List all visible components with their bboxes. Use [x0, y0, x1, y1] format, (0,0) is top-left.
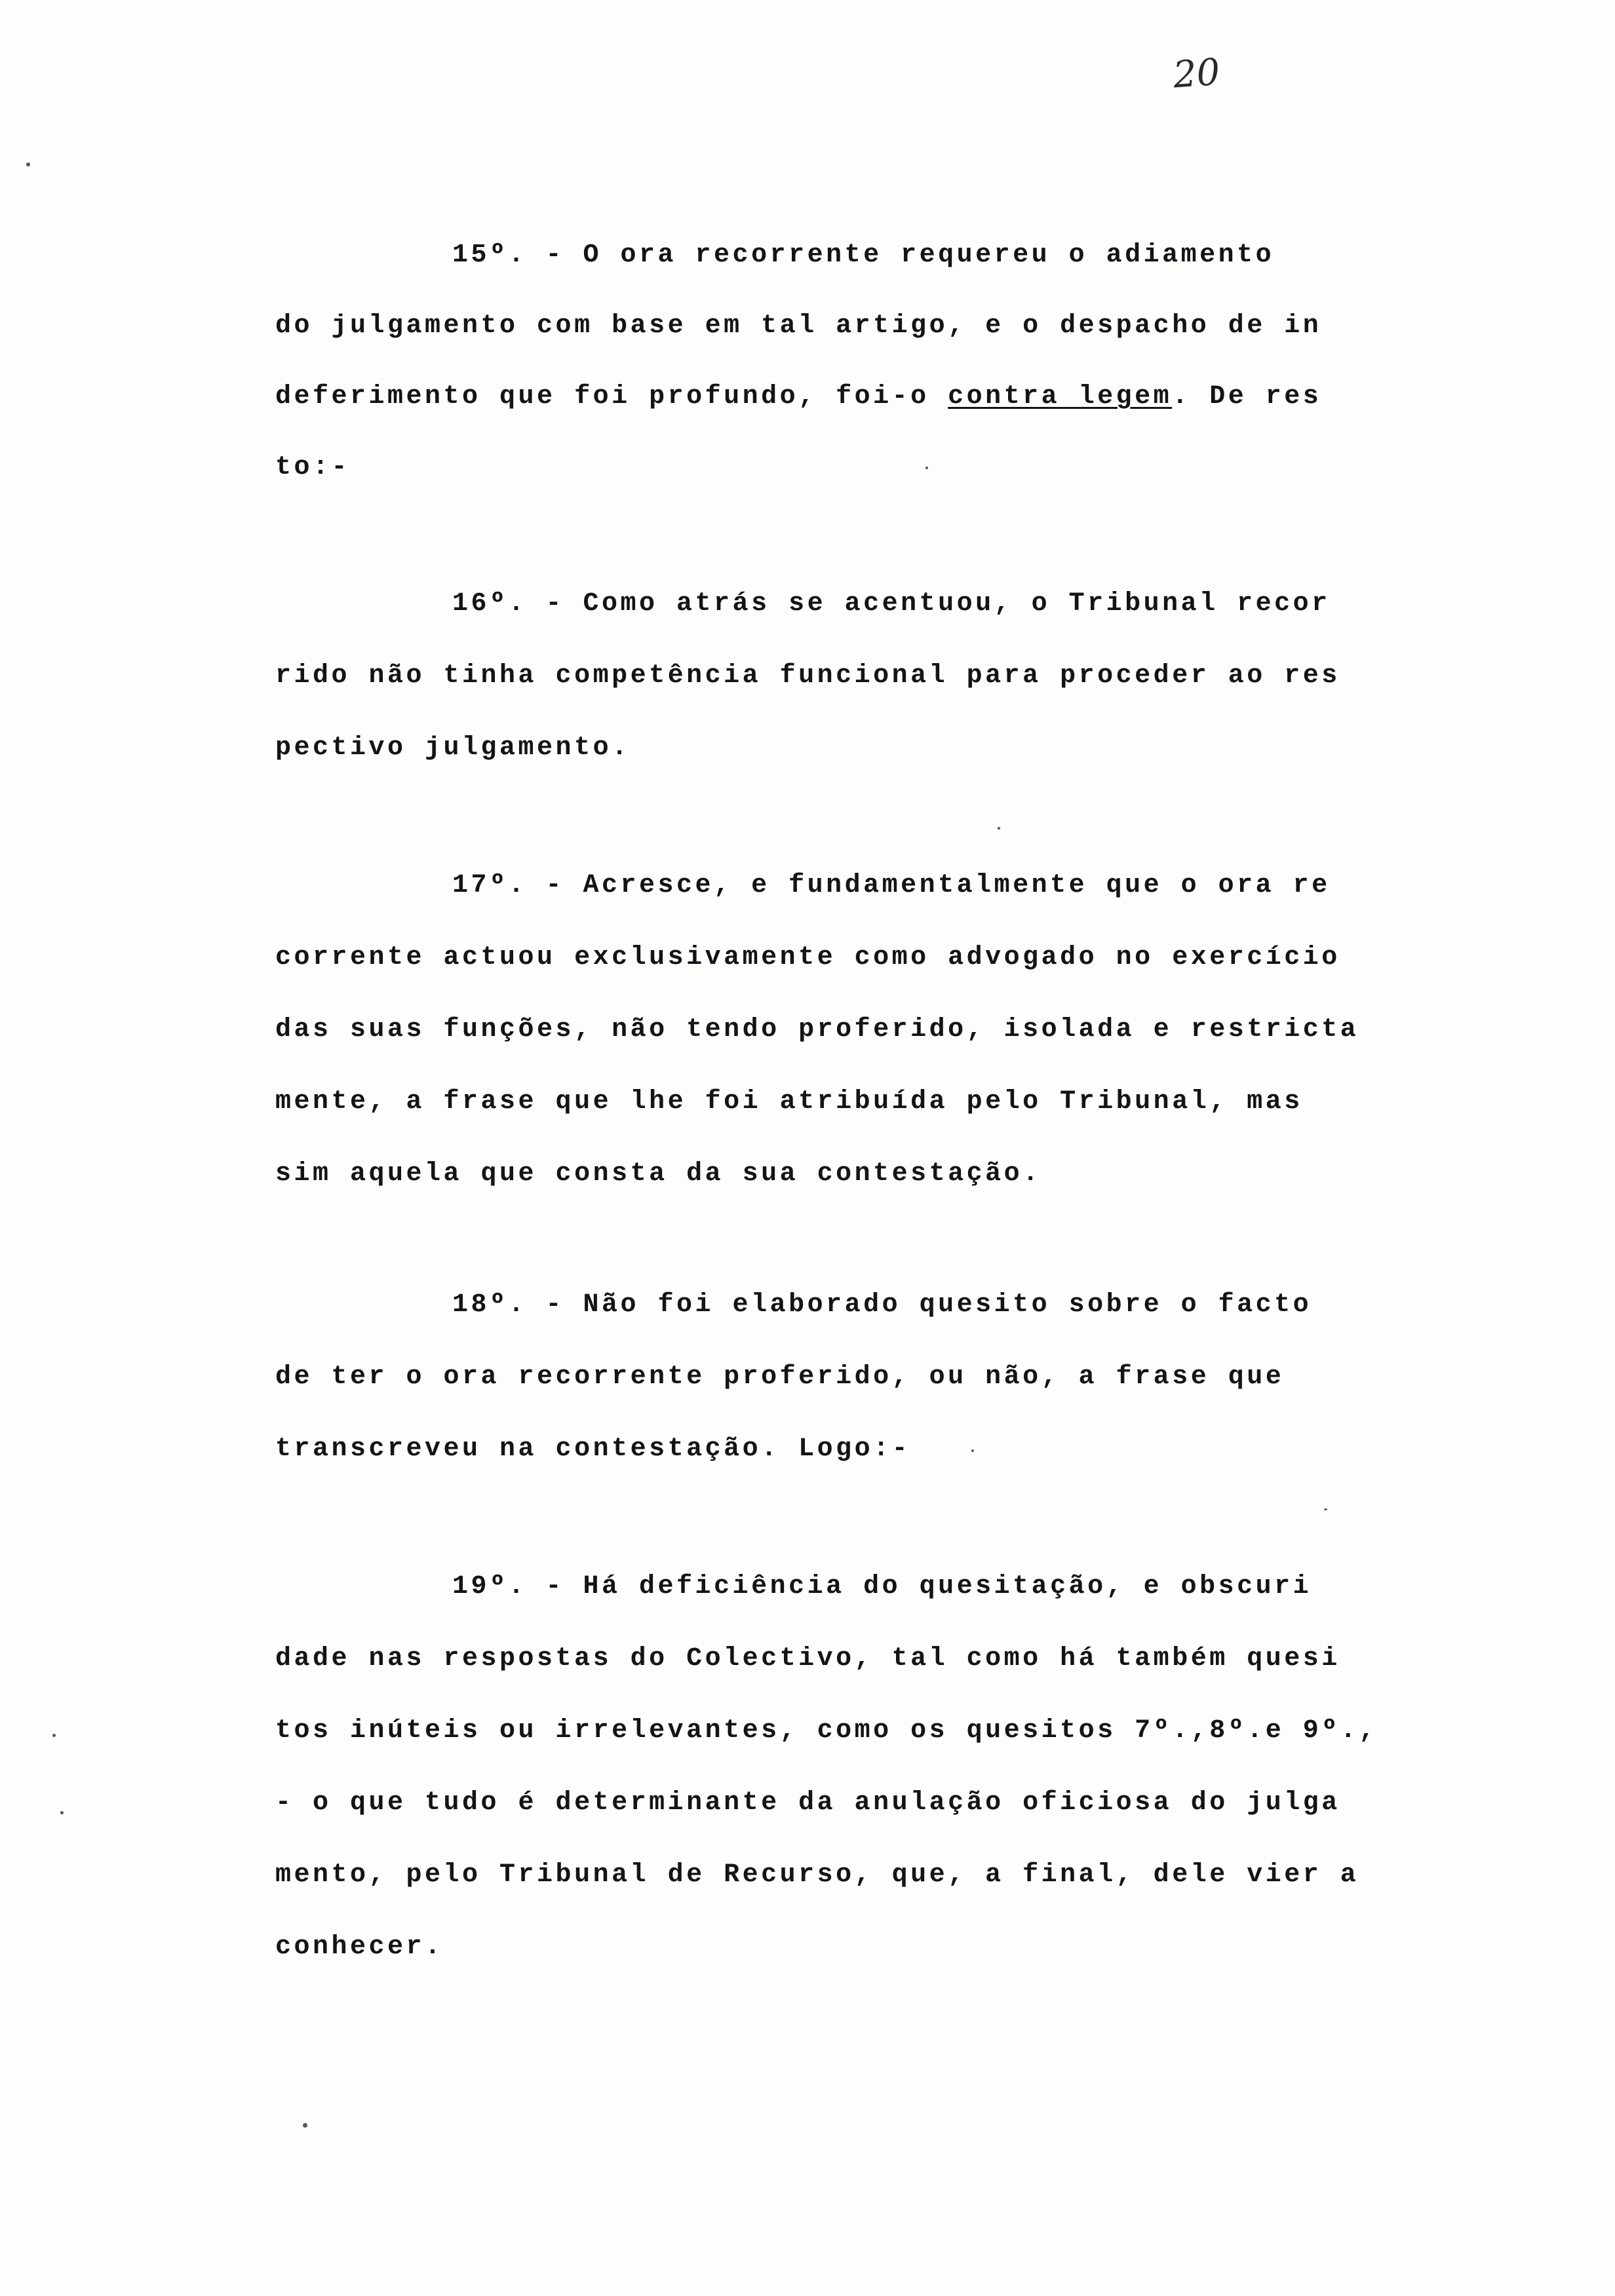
- paragraph-17-line-4: mente, a frase que lhe foi atribuída pelo Tribunal, mas: [275, 1087, 1303, 1117]
- paragraph-16-line-2: rido não tinha competência funcional para proceder ao res: [275, 661, 1340, 691]
- scan-speck: [303, 2123, 307, 2128]
- paragraph-15-line-2: do julgamento com base em tal artigo, e o despacho de in: [275, 311, 1322, 341]
- scan-speck: [52, 1734, 56, 1737]
- paragraph-17-line-5: sim aquela que consta da sua contestação.: [275, 1159, 1041, 1189]
- scan-speck: [998, 827, 1000, 830]
- paragraph-15-line-1: 15º. - O ora recorrente requereu o adiamento: [452, 240, 1275, 270]
- paragraph-19-line-5: mento, pelo Tribunal de Recurso, que, a final, dele vier a: [275, 1860, 1359, 1890]
- paragraph-18-line-3: transcreveu na contestação. Logo:-: [275, 1434, 911, 1464]
- contra-legem-underlined: contra legem: [948, 382, 1173, 411]
- paragraph-17-line-3: das suas funções, não tendo proferido, isolada e restricta: [275, 1015, 1359, 1044]
- paragraph-19-line-1: 19º. - Há deficiência do quesitação, e obscuri: [452, 1572, 1312, 1601]
- paragraph-19-line-4: - o que tudo é determinante da anulação oficiosa do julga: [275, 1788, 1340, 1818]
- paragraph-18-line-2: de ter o ora recorrente proferido, ou não, a frase que: [275, 1362, 1285, 1392]
- paragraph-19-line-2: dade nas respostas do Colectivo, tal como há também quesi: [275, 1644, 1340, 1674]
- paragraph-15-line-3: [275, 384, 1321, 410]
- scan-speck: [971, 1449, 974, 1452]
- paragraph-16-line-1: 16º. - Como atrás se acentuou, o Tribunal recor: [452, 589, 1331, 619]
- paragraph-18-line-1: 18º. - Não foi elaborado quesito sobre o facto: [452, 1290, 1312, 1320]
- paragraph-19-line-3: tos inúteis ou irrelevantes, como os quesitos 7º.,8º.e 9º.,: [275, 1716, 1378, 1746]
- page-number: 20: [1171, 50, 1222, 97]
- paragraph-15-line-3-before: deferimento que foi profundo, foi-o: [275, 382, 948, 411]
- paragraph-15-line-3-after: . De res: [1172, 382, 1322, 411]
- paragraph-15-line-4: to:-: [275, 453, 351, 482]
- scan-speck: [60, 1811, 64, 1814]
- paragraph-17-line-2: corrente actuou exclusivamente como advogado no exercício: [275, 943, 1340, 972]
- scan-speck: [26, 163, 30, 166]
- scan-speck: [1324, 1508, 1327, 1510]
- paragraph-16-line-3: pectivo julgamento.: [275, 733, 631, 763]
- paragraph-19-line-6: conhecer.: [275, 1932, 444, 1962]
- scan-speck: [925, 467, 928, 469]
- paragraph-17-line-1: 17º. - Acresce, e fundamentalmente que o ora re: [452, 871, 1331, 900]
